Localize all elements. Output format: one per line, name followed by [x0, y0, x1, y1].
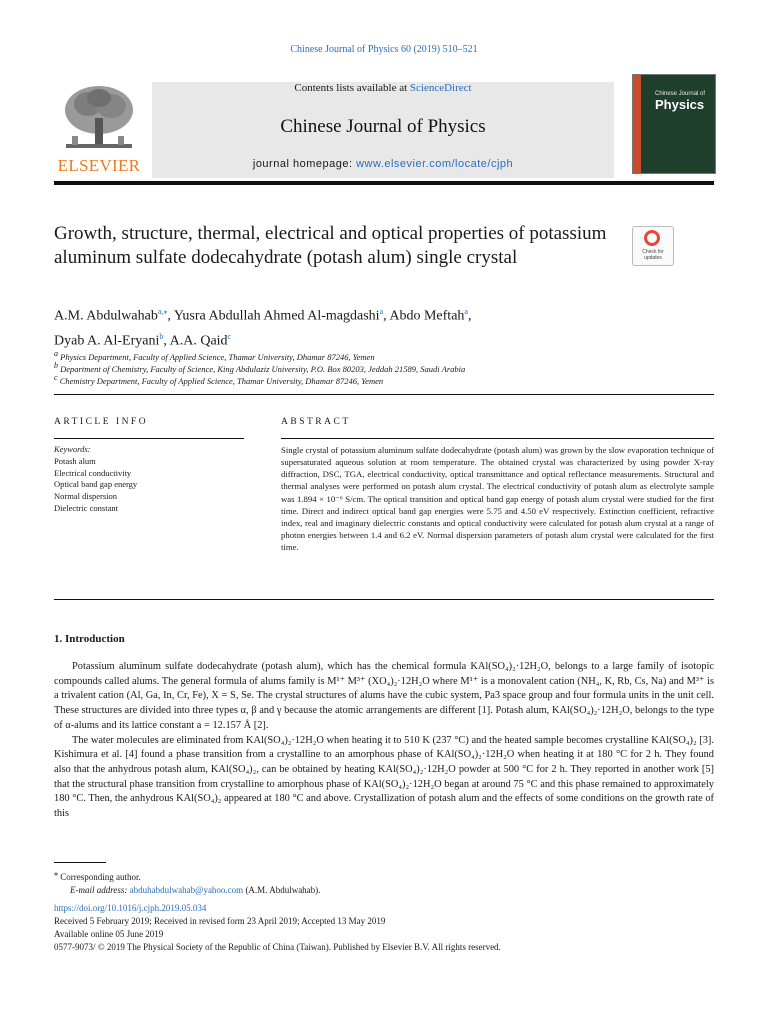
introduction-heading: 1. Introduction — [54, 633, 125, 645]
corresponding-label: Corresponding author. — [60, 872, 141, 882]
article-info-rule — [54, 438, 244, 439]
author-affiliation-mark[interactable]: b — [159, 331, 164, 341]
affiliation-text: Physics Department, Faculty of Applied Science, Thamar University, Dhamar 87246, Yemen — [60, 351, 375, 362]
check-updates-icon — [644, 230, 660, 246]
author-separator: , — [383, 308, 390, 324]
affiliation-mark: b — [54, 361, 58, 370]
corresponding-author-note — [54, 867, 694, 884]
author-name: Abdo Meftah — [389, 308, 465, 324]
section-divider — [54, 394, 714, 395]
footnote-rule — [54, 862, 106, 863]
journal-homepage — [152, 158, 614, 170]
keywords-block — [54, 444, 254, 515]
journal-cover-thumbnail[interactable] — [632, 74, 716, 174]
elsevier-tree-icon — [54, 80, 144, 156]
keywords-label: Keywords: — [54, 444, 91, 454]
email-owner: (A.M. Abdulwahab). — [243, 885, 321, 895]
received-dates: Received 5 February 2019; Received in revised form 23 April 2019; Accepted 13 May 2019 — [54, 916, 386, 926]
cover-line-1: Chinese Journal of — [655, 91, 706, 97]
body-paragraph: The water molecules are eliminated from KAl(SO₄)₂·12H₂O when heating it to 510 K (237 °C) and the heated sample becomes crystalline KAl(SO₄)₂ [3]. Kishimura et al. [4] found a phase transition from a crystalline to an amorphous phase of KAl(SO₄)₂·12H₂O when heating it at 180 °C for 2 h. They found also that the anhydrous potash alum, KAl(SO₄)₂, can be obtained by heating KAl(SO₄)₂·12H₂O powder at 500 °C for 2 h. They reported in another work [5] that the structural phase transition from crystalline to amorphous phase of KAl(SO₄)₂·12H₂O began at around 75 °C and this phase remained to approximately 180 °C. Then, the anhydrous KAl(SO₄)₂ appeared at 180 °C and above. Crystallization of potash alum and the effects of some conditions on the growth rate of this — [54, 734, 714, 820]
cover-line-2: Physics — [655, 97, 705, 112]
check-for-updates-button[interactable] — [632, 226, 674, 266]
affiliation — [54, 372, 694, 387]
author-separator: , — [163, 333, 170, 349]
author-separator: , — [167, 308, 174, 324]
copyright-line: 0577-9073/ © 2019 The Physical Society of the Republic of China (Taiwan). Published by Elsevier B.V. All rights reserved. — [54, 942, 501, 952]
body-paragraph: Potassium aluminum sulfate dodecahydrate (potash alum), which has the chemical formula KAl(SO₄)₂·12H₂O, belongs to a large family of isotopic compounds called alums. The general formula of alums family is M¹⁺ M³⁺ (XO₄)₂·12H₂O where M¹⁺ is a monovalent cation (NH₄, K, Rb, Cs, Na) and M³⁺ is a trivalent cation (Al, Ga, In, Cr, Fe), X = S, Se. The crystal structures of alums have the cubic system, Pa3 space group and four formula units in the unit cell. These structures are divided into three types α, β and γ because the atomic arrangements are different [1]. Potash alum, KAl(SO₄)₂·12H₂O, belongs to the type of α-alums and its lattice constant a = 12.157 Å [2]. — [54, 661, 714, 731]
header-divider — [54, 181, 714, 185]
abstract-heading: ABSTRACT — [281, 417, 351, 427]
footnote — [54, 867, 694, 897]
author-name: A.M. Abdulwahab — [54, 308, 158, 324]
email-link[interactable]: abduhabdulwahab@yahoo.com — [129, 885, 244, 895]
journal-title: Chinese Journal of Physics — [280, 116, 486, 137]
author-name: A.A. Qaid — [169, 333, 228, 349]
author-affiliation-mark[interactable]: a — [464, 307, 468, 316]
author-list — [54, 302, 694, 351]
author-affiliation-mark[interactable]: c — [227, 331, 232, 341]
email-line — [54, 884, 694, 897]
check-updates-label: Check for updates — [642, 249, 664, 261]
doi-link[interactable]: https://doi.org/10.1016/j.cjph.2019.05.034 — [54, 903, 207, 913]
affiliation-text: Chemistry Department, Faculty of Applied Science, Thamar University, Dhamar 87246, Yemen — [59, 375, 384, 386]
keyword: Dielectric constant — [54, 502, 118, 513]
available-online: Available online 05 June 2019 — [54, 929, 164, 939]
homepage-link[interactable]: www.elsevier.com/locate/cjph — [356, 158, 514, 170]
cover-stripe — [633, 75, 641, 173]
footnote-mark: ⁎ — [54, 869, 58, 878]
author-name: Yusra Abdullah Ahmed Al-magdashi — [173, 308, 380, 324]
abstract-text: Single crystal of potassium aluminum sulfate dodecahydrate (potash alum) was grown by the slow evaporation technique of supersaturated aqueous solution at room temperature. The obtained crystal was characterized by using powder X-ray diffraction, DSC, TGA, electrical conductivity, optical transmittance and optical reflectance measurements. Structural and thermal analyses were performed on potash alum crystal. The electrical conductivity of potash alum as electrolyte sample was 1.894 × 10⁻⁶ S/cm. The optical transition and optical band gap energy of potash alum crystal were studied for the first time. Direct and indirect optical band gap energies were 5.75 and 4.50 eV respectively. Extinction coefficient, refractive index, real and imaginary dielectric constants and optical conductivity were calculated for potash alum crystal at a range of photon energies between 1.4 and 6.2 eV. Normal dispersion parameters of potash alum crystal were calculated for the first time. — [281, 445, 714, 553]
author-name: Dyab A. Al-Eryani — [54, 333, 160, 349]
keyword: Normal dispersion — [54, 491, 118, 502]
keyword: Potash alum — [54, 455, 96, 466]
author-affiliation-mark[interactable]: a,⁎ — [157, 307, 168, 316]
article-title: Growth, structure, thermal, electrical and optical properties of potassium aluminum sulfate dodecahydrate (potash alum) single crystal — [54, 223, 607, 268]
abstract-rule — [281, 438, 714, 439]
contents-line — [152, 82, 614, 94]
journal-banner — [152, 82, 614, 178]
affiliation-text: Department of Chemistry, Faculty of Science, King Abdulaziz University, P.O. Box 80203, Jeddah 21589, Saudi Arabia — [60, 363, 466, 374]
affiliation-mark: a — [54, 349, 58, 358]
keyword: Electrical conductivity — [54, 467, 132, 478]
keyword: Optical band gap energy — [54, 479, 138, 490]
sciencedirect-link[interactable]: ScienceDirect — [409, 82, 472, 94]
author-separator: , — [467, 308, 472, 324]
affiliation-mark: c — [54, 373, 58, 382]
journal-citation-link[interactable]: Chinese Journal of Physics 60 (2019) 510–521 — [290, 44, 478, 55]
article-footer — [54, 902, 714, 954]
introduction-body — [54, 660, 714, 822]
homepage-prefix: journal homepage: — [252, 158, 357, 170]
publisher-name: ELSEVIER — [57, 156, 141, 175]
section-divider — [54, 599, 714, 600]
contents-prefix: Contents lists available at — [294, 82, 410, 94]
elsevier-logo[interactable] — [54, 80, 144, 175]
author-affiliation-mark[interactable]: a — [379, 307, 384, 316]
email-label: E-mail address: — [70, 885, 130, 895]
article-info-heading: ARTICLE INFO — [54, 417, 149, 427]
